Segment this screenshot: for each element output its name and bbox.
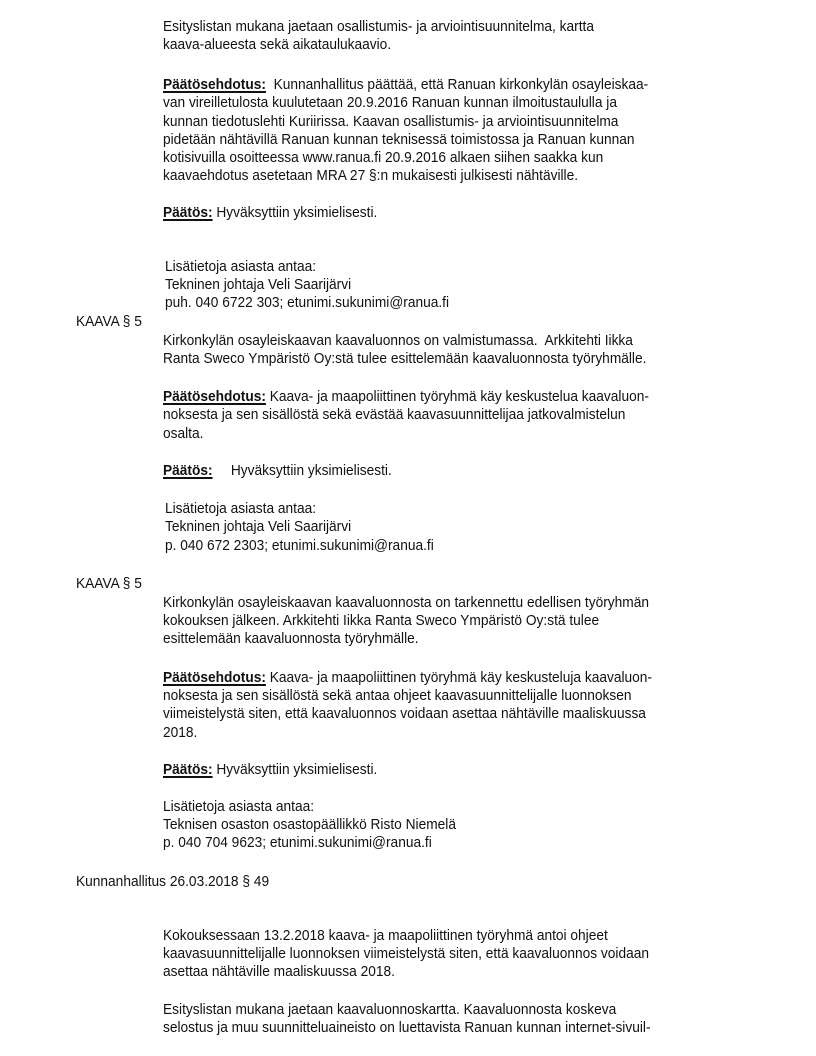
contact-line: [165, 258, 316, 276]
proposal-line: [163, 705, 646, 723]
line-text: pidetään nähtävillä Ranuan kunnan teknisessä toimistossa ja Ranuan kunnan: [163, 131, 635, 148]
contact-line: [165, 276, 351, 294]
proposal-line: [163, 425, 203, 443]
line-text: p. 040 704 9623; etunimi.sukunimi@ranua.fi: [163, 834, 432, 851]
line-text: Kirkonkylän osayleiskaavan kaavaluonnos on valmistumassa. Arkkitehti Iikka: [163, 332, 633, 349]
contact-line: [163, 816, 456, 834]
paragraph-line: [163, 594, 649, 612]
line-text: Hyväksyttiin yksimielisesti.: [212, 204, 378, 221]
line-text: KAAVA § 5: [76, 313, 142, 330]
line-text: kotisivuilla osoitteessa www.ranua.fi 20.9.2016 alkaen siihen saakka kun: [163, 149, 604, 166]
line-text: viimeistelystä siten, että kaavaluonnos voidaan asettaa nähtäville maaliskuussa: [163, 705, 646, 722]
line-text: Lisätietoja asiasta antaa:: [165, 258, 317, 275]
line-text: noksesta ja sen sisällöstä sekä evästää kaavasuunnittelijaa jatkovalmistelun: [163, 406, 626, 423]
line-text: Kaava- ja maapoliittinen työryhmä käy keskusteluja kaavaluon-: [265, 669, 652, 686]
contact-line: [165, 537, 434, 555]
line-text: kaavasuunnittelijalle luonnoksen viimeistelystä siten, että kaavaluonnos voidaan: [163, 945, 650, 962]
line-text: 2018.: [163, 724, 198, 741]
line-text: kokouksen jälkeen. Arkkitehti Iikka Ranta Sweco Ympäristö Oy:stä tulee: [163, 612, 600, 629]
line-text: Lisätietoja asiasta antaa:: [165, 500, 317, 517]
decision-line: [163, 204, 377, 222]
line-text: asettaa nähtäville maaliskuussa 2018.: [163, 963, 395, 980]
line-text: Kaava- ja maapoliittinen työryhmä käy keskustelua kaavaluon-: [265, 388, 649, 405]
paragraph-line: [163, 963, 395, 981]
paragraph-line: [163, 36, 391, 54]
line-text: Tekninen johtaja Veli Saarijärvi: [165, 276, 352, 293]
line-text: Kunnanhallitus 26.03.2018 § 49: [76, 873, 270, 890]
contact-line: [165, 294, 449, 312]
contact-line: [165, 518, 351, 536]
line-text: Kirkonkylän osayleiskaavan kaavaluonnosta on tarkennettu edellisen työryhmän: [163, 594, 650, 611]
line-text: KAAVA § 5: [76, 575, 142, 592]
decision-line: [163, 462, 392, 480]
paragraph-line: [163, 332, 633, 350]
line-text: esittelemään kaavaluonnosta työryhmälle.: [163, 630, 419, 647]
section-heading: [76, 575, 142, 593]
proposal-line: [163, 724, 197, 742]
decision-label: Päätös:: [163, 462, 213, 479]
line-text: Kunnanhallitus päättää, että Ranuan kirkonkylän osayleiskaa-: [265, 76, 649, 93]
line-text: kunnan tiedotuslehti Kuriirissa. Kaavan osallistumis- ja arviointisuunnitelma: [163, 113, 619, 130]
line-text: Hyväksyttiin yksimielisesti.: [230, 462, 392, 479]
section-heading: [76, 873, 269, 891]
decision-label: Päätös:: [163, 204, 213, 221]
line-text: kaavaehdotus asetetaan MRA 27 §:n mukaisesti julkisesti nähtäville.: [163, 167, 579, 184]
line-text: Kokouksessaan 13.2.2018 kaava- ja maapoliittinen työryhmä antoi ohjeet: [163, 927, 608, 944]
proposal-line: [163, 687, 631, 705]
paragraph-line: [163, 1001, 616, 1019]
section-heading: [76, 313, 142, 331]
line-text: Esityslistan mukana jaetaan osallistumis- ja arviointisuunnitelma, kartta: [163, 18, 595, 35]
line-text: Teknisen osaston osastopäällikkö Risto Niemelä: [163, 816, 456, 833]
proposal-line: [163, 94, 617, 112]
proposal-line: [163, 669, 652, 687]
contact-line: [165, 500, 316, 518]
line-text: Ranta Sweco Ympäristö Oy:stä tulee esittelemään kaavaluonnosta työryhmälle.: [163, 350, 647, 367]
paragraph-line: [163, 630, 419, 648]
proposal-label: Päätösehdotus:: [163, 669, 266, 686]
paragraph-line: [163, 612, 599, 630]
line-text: Esityslistan mukana jaetaan kaavaluonnoskartta. Kaavaluonnosta koskeva: [163, 1001, 617, 1018]
decision-line: [163, 761, 377, 779]
proposal-line: [163, 76, 648, 94]
proposal-label: Päätösehdotus:: [163, 76, 266, 93]
paragraph-line: [163, 927, 608, 945]
proposal-line: [163, 131, 635, 149]
line-text: p. 040 672 2303; etunimi.sukunimi@ranua.fi: [165, 537, 434, 554]
paragraph-line: [163, 945, 649, 963]
proposal-line: [163, 149, 603, 167]
proposal-line: [163, 406, 625, 424]
line-text: osalta.: [163, 425, 204, 442]
proposal-line: [163, 388, 649, 406]
contact-line: [163, 798, 314, 816]
line-text: Tekninen johtaja Veli Saarijärvi: [165, 518, 352, 535]
line-text: puh. 040 6722 303; etunimi.sukunimi@ranua.fi: [165, 294, 450, 311]
line-text: van vireilletulosta kuulutetaan 20.9.2016 Ranuan kunnan ilmoitustaululla ja: [163, 94, 617, 111]
decision-label: Päätös:: [163, 761, 213, 778]
paragraph-line: [163, 1019, 651, 1037]
line-text: Lisätietoja asiasta antaa:: [163, 798, 315, 815]
line-text: selostus ja muu suunnitteluaineisto on luettavista Ranuan kunnan internet-sivuil-: [163, 1019, 651, 1036]
proposal-line: [163, 167, 578, 185]
line-text: kaava-alueesta sekä aikataulukaavio.: [163, 36, 392, 53]
proposal-line: [163, 113, 618, 131]
paragraph-line: [163, 18, 594, 36]
proposal-label: Päätösehdotus:: [163, 388, 266, 405]
paragraph-line: [163, 350, 646, 368]
contact-line: [163, 834, 432, 852]
line-text: noksesta ja sen sisällöstä sekä antaa ohjeet kaavasuunnittelijalle luonnoksen: [163, 687, 632, 704]
line-text: Hyväksyttiin yksimielisesti.: [212, 761, 378, 778]
